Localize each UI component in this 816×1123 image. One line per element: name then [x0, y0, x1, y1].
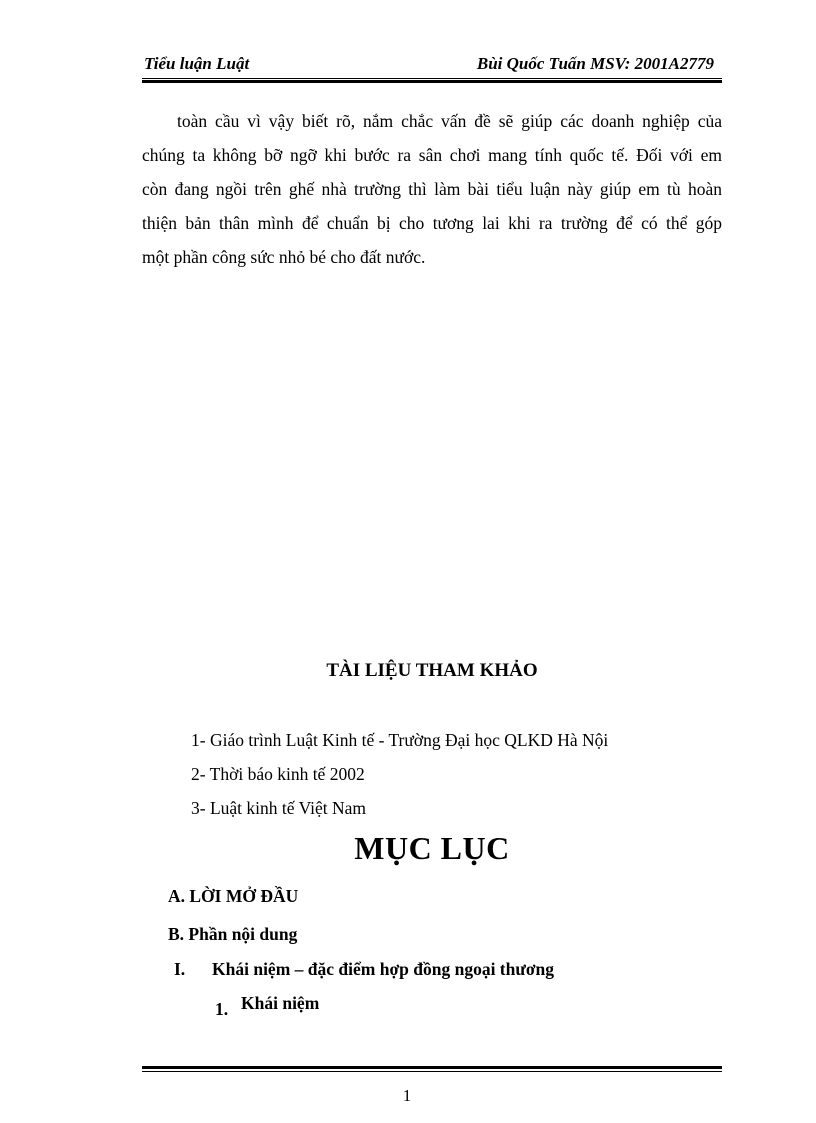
toc-item-1 — [215, 993, 355, 1023]
header-rule — [142, 78, 722, 79]
reference-item: 3- Luật kinh tế Việt Nam — [191, 798, 367, 818]
reference-item: 2- Thời báo kinh tế 2002 — [191, 764, 365, 784]
toc-item-i-label: Khái niệm – đặc điểm hợp đồng ngoại thương — [212, 959, 555, 979]
header-author: Bùi Quốc Tuấn MSV: 2001A2779 — [476, 54, 714, 73]
body-line: còn đang ngồi trên ghế nhà trường thì làm bài tiểu luận này giúp em tù hoàn — [142, 179, 722, 199]
toc-item-i-number: I. — [174, 959, 186, 979]
references-title: TÀI LIỆU THAM KHẢO — [326, 660, 538, 681]
toc-item-1-number: 1. — [215, 999, 229, 1019]
body-line: một phần công sức nhỏ bé cho đất nước. — [142, 247, 426, 267]
toc-section-b: B. Phần nội dung — [168, 924, 298, 944]
header-title: Tiểu luận Luật — [144, 54, 250, 73]
body-line: thiện bản thân mình để chuẩn bị cho tương lai khi ra trường để có thể góp — [142, 213, 722, 233]
toc-section-a: A. LỜI MỞ ĐẦU — [168, 886, 299, 906]
body-paragraph — [142, 104, 722, 274]
page-header — [142, 52, 722, 78]
toc-title: MỤC LỤC — [354, 830, 510, 866]
reference-item: 1- Giáo trình Luật Kinh tế - Trường Đại học QLKD Hà Nội — [191, 730, 609, 750]
body-line: chúng ta không bỡ ngỡ khi bước ra sân chơi mang tính quốc tế. Đối với em — [142, 145, 722, 165]
body-line: toàn cầu vì vậy biết rõ, nắm chắc vấn đề sẽ giúp các doanh nghiệp của — [177, 111, 722, 131]
footer-rule — [142, 1071, 722, 1072]
toc-item-i — [174, 959, 594, 983]
page-number: 1 — [402, 1086, 412, 1105]
header-rule-thick — [142, 80, 722, 83]
toc-item-1-label: Khái niệm — [241, 993, 320, 1013]
footer-rule-thick — [142, 1066, 722, 1069]
references-list — [191, 726, 608, 828]
